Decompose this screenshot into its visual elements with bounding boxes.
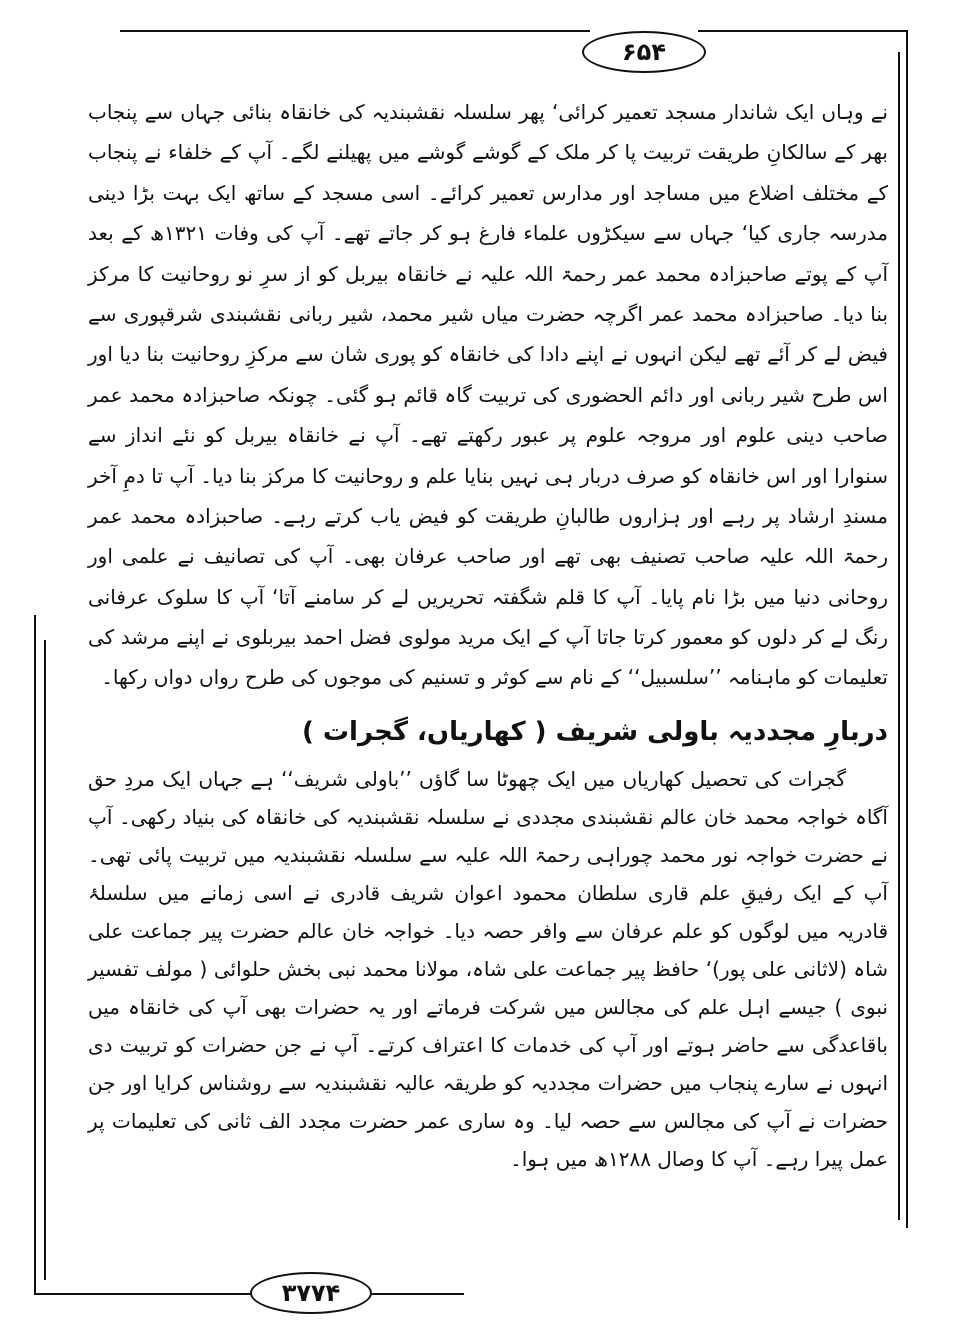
frame-left-outer-rule — [34, 615, 36, 1295]
frame-bottom-rule-left — [34, 1293, 256, 1295]
paragraph-2: گجرات کی تحصیل کھاریاں میں ایک چھوٹا سا گاؤں ’’باولی شریف‘‘ ہے جہاں ایک مردِ حق آگاہ خواجہ محمد خان عالم نقشبندی مجددی نے سلسلہ نقشبندیہ کی خانقاہ کی بنیاد رکھی۔ آپ نے حضرت خواجہ نور محمد چوراہی رحمۃ اللہ علیہ سے سلسلہ نقشبندیہ میں تربیت پائی تھی۔ آپ کے ایک رفیقِ علم قاری سلطان محمود اعوان شریف قادری نے اسی زمانے میں سلسلۂ قادریہ میں لوگوں کو علم عرفان سے وافر حصہ دیا۔ خواجہ خان عالم حضرت پیر جماعت علی شاہ (لاثانی علی پور)‘ حافظ پیر جماعت علی شاہ، مولانا محمد نبی بخش حلوائی ( مولف تفسیر نبوی ) جیسے اہل علم کی مجالس میں شرکت فرماتے اور یہ حضرات بھی آپ کی خانقاہ میں باقاعدگی سے حاضر ہوتے اور آپ کی خدمات کا اعتراف کرتے۔ آپ نے جن حضرات کو تربیت دی انہوں نے سارے پنجاب میں حضرات مجددیہ کو طریقہ عالیہ نقشبندیہ سے روشناس کرایا اور جن حضرات نے آپ کی مجالس سے حصہ لیا۔ وہ ساری عمر حضرت مجدد الف ثانی کی تعلیمات پر عمل پیرا رہے۔ آپ کا وصال ۱۲۸۸ھ میں ہوا۔ — [88, 766, 888, 1171]
bottom-page-number: ۳۷۷۴ — [250, 1272, 372, 1314]
section-heading: دربارِ مجددیہ باولی شریف ( کھاریاں، گجرات ) — [301, 716, 888, 747]
frame-right-inner-rule — [898, 52, 900, 1220]
paragraph-1: نے وہاں ایک شاندار مسجد تعمیر کرائی‘ پھر سلسلہ نقشبندیہ کی خانقاہ بنائی جہاں سے پنجاب بھر کے سالکانِ طریقت تربیت پا کر ملک کے گوشے گوشے میں پھیلنے لگے۔ آپ کے خلفاء نے پنجاب کے مختلف اضلاع میں مساجد اور مدارس تعمیر کرائے۔ اسی مسجد کے ساتھ ایک بہت بڑا دینی مدرسہ جاری کیا‘ جہاں سے سیکڑوں علماء فارغ ہو کر جاتے تھے۔ آپ کی وفات ۱۳۲۱ھ کے بعد آپ کے پوتے صاحبزادہ محمد عمر رحمۃ اللہ علیہ نے خانقاہ بیربل کو از سرِ نو روحانیت کا مرکز بنا دیا۔ صاحبزادہ محمد عمر اگرچہ حضرت میاں شیر محمد، شیر ربانی نقشبندی شرقپوری سے فیض لے کر آئے تھے لیکن انہوں نے اپنے دادا کی خانقاہ کو پوری شان سے مرکزِ روحانیت بنا دیا اور اس طرح شیر ربانی اور دائم الحضوری کی تربیت گاہ قائم ہو گئی۔ چونکہ صاحبزادہ محمد عمر صاحب دینی علوم اور مروجہ علوم پر عبور رکھتے تھے۔ آپ نے خانقاہ بیربل کو نئے انداز سے سنوارا اور اس خانقاہ کو صرف دربار ہی نہیں بنایا علم و روحانیت کا مرکز بنا دیا۔ آپ تا دمِ آخر مسندِ ارشاد پر رہے اور ہزاروں طالبانِ طریقت کو فیض یاب کرتے رہے۔ صاحبزادہ محمد عمر رحمۃ اللہ علیہ صاحب تصنیف بھی تھے اور صاحب عرفان بھی۔ آپ کی تصانیف نے علمی اور روحانی دنیا میں بڑا نام پایا۔ آپ کا قلم شگفتہ تحریریں لے کر سامنے آتا‘ آپ کا سلوک عرفانی رنگ لے کر دلوں کو معمور کرتا جاتا آپ کے ایک مرید مولوی فضل احمد بیربلوی نے اپنے مرشد کی تعلیمات کو ماہنامہ ’’سلسبیل‘‘ کے نام سے کوثر و تسنیم کی موجوں کی طرح رواں دواں رکھا۔ — [88, 100, 888, 690]
frame-left-inner-rule — [44, 640, 46, 1280]
frame-bottom-rule-right — [364, 1293, 464, 1295]
frame-right-outer-rule — [906, 30, 908, 1228]
main-text — [88, 92, 888, 1178]
frame-top-rule-left — [120, 30, 590, 32]
frame-top-rule-right — [698, 30, 906, 32]
top-page-number: ۶۵۴ — [582, 31, 706, 73]
